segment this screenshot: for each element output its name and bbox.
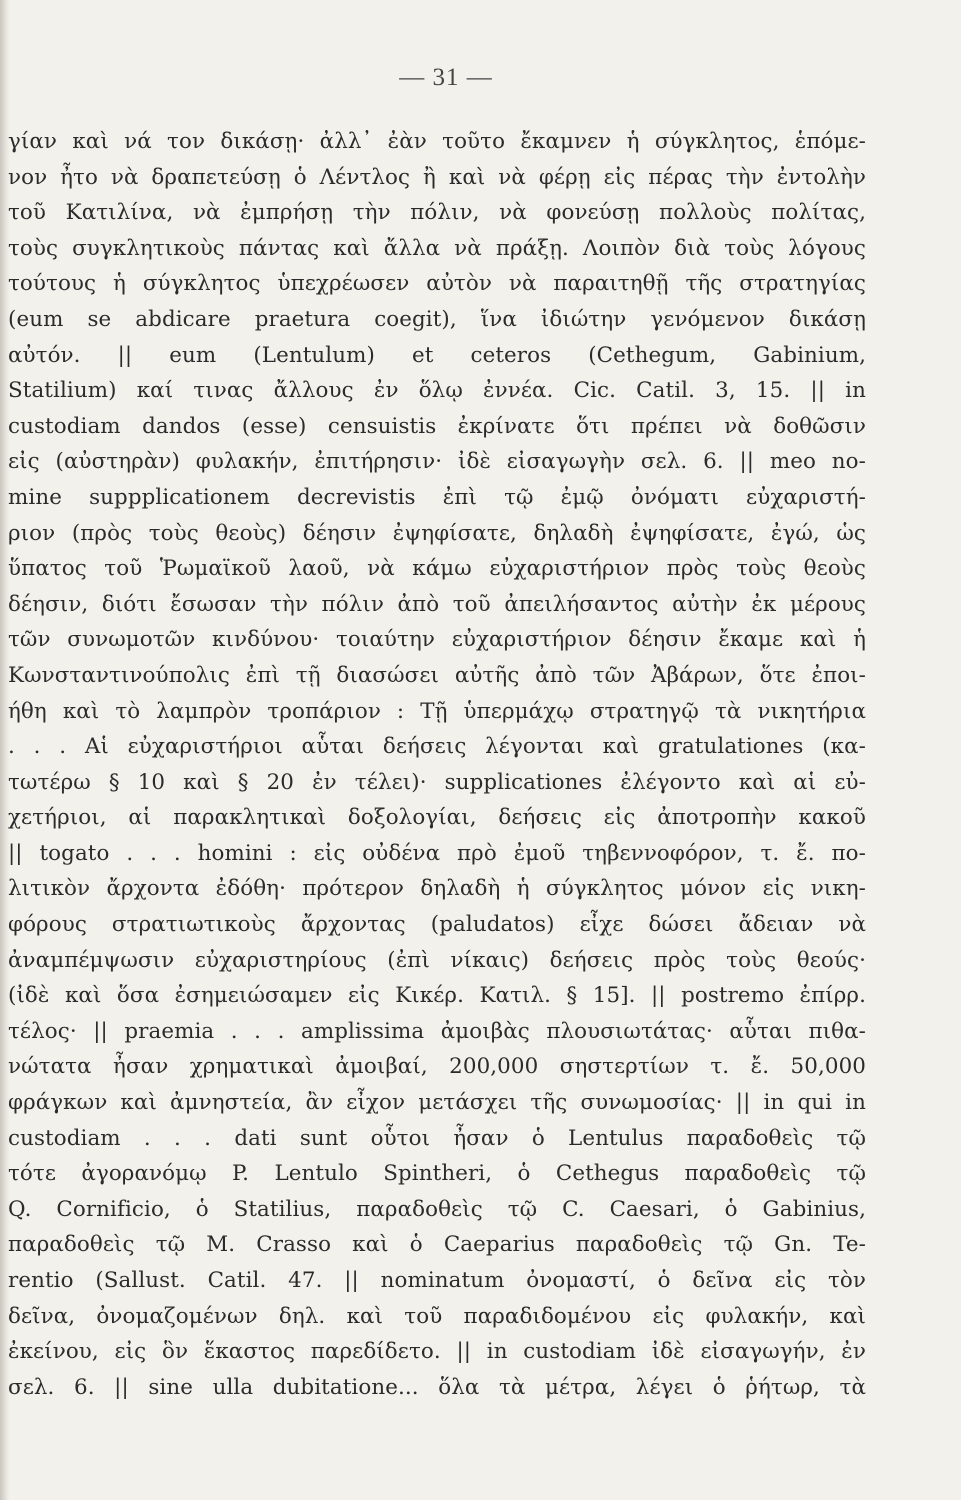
text-line: τότε ἀγορανόμῳ P. Lentulo Spintheri, ὁ Cethegus παραδοθεὶς τῷ [8,1161,866,1187]
text-line: σελ. 6. || sine ulla dubitatione... ὅλα τὰ μέτρα, λέγει ὁ ῥήτωρ, τὰ [8,1374,866,1400]
text-line: rentio (Sallust. Catil. 47. || nominatum ὀνομαστί, ὁ δεῖνα εἰς τὸν [8,1268,866,1293]
text-line: γίαν καὶ νά τον δικάσῃ· ἀλλ᾽ ἐὰν τοῦτο ἔκαμνεν ἡ σύγκλητος, ἑπόμε- [8,129,866,154]
text-line: αὐτόν. || eum (Lentulum) et ceteros (Cethegum, Gabinium, [8,342,866,368]
text-line: παραδοθεὶς τῷ M. Crasso καὶ ὁ Caeparius παραδοθεὶς τῷ Gn. Te- [8,1232,866,1258]
text-line: τωτέρω § 10 καὶ § 20 ἐν τέλει)· supplicationes ἐλέγοντο καὶ αἱ εὐ- [8,769,866,795]
text-line: λιτικὸν ἄρχοντα ἐδόθη· πρότερον δηλαδὴ ἡ σύγκλητος μόνον εἰς νικη- [8,876,866,902]
text-line: νώτατα ἦσαν χρηματικαὶ ἀμοιβαί, 200,000 σηστερτίων τ. ἔ. 50,000 [8,1054,866,1080]
text-line: || togato . . . homini : εἰς οὐδένα πρὸ ἐμοῦ τηβεννοφόρον, τ. ἔ. πο- [8,840,866,866]
text-line: φράγκων καὶ ἀμνηστεία, ἂν εἶχον μετάσχει τῆς συνωμοσίας· || in qui in [8,1090,866,1116]
text-line: mine suppplicationem decrevistis ἐπὶ τῷ ἐμῷ ὀνόματι εὐχαριστή- [8,484,866,510]
text-line: Q. Cornificio, ὁ Statilius, παραδοθεὶς τῷ C. Caesari, ὁ Gabinius, [8,1196,866,1222]
text-line: ἀναμπέμψωσιν εὐχαριστηρίους (ἐπὶ νίκαις) δεήσεις πρὸς τοὺς θεούς· [8,947,866,973]
text-line: χετήριοι, αἱ παρακλητικαὶ δοξολογίαι, δεήσεις εἰς ἀποτροπὴν κακοῦ [8,805,866,831]
text-line: ἐκείνου, εἰς ὃν ἕκαστος παρεδίδετο. || in custodiam ἰδὲ εἰσαγωγήν, ἐν [8,1339,866,1365]
text-line: custodiam dandos (esse) censuistis ἐκρίνατε ὅτι πρέπει νὰ δοθῶσιν [8,413,866,439]
text-line: Statilium) καί τινας ἄλλους ἐν ὅλῳ ἐννέα. Cic. Catil. 3, 15. || in [8,378,866,404]
text-line: Κωνσταντινούπολις ἐπὶ τῇ διασώσει αὐτῆς ἀπὸ τῶν Ἀβάρων, ὅτε ἐποι- [8,662,866,688]
text-line: τοῦ Κατιλίνα, νὰ ἐμπρήσῃ τὴν πόλιν, νὰ φονεύσῃ πολλοὺς πολίτας, [8,200,866,226]
text-line: . . . Αἱ εὐχαριστήριοι αὗται δεήσεις λέγονται καὶ gratulationes (κα- [8,734,866,760]
text-line: (eum se abdicare praetura coegit), ἵνα ἰδιώτην γενόμενον δικάσῃ [8,306,866,332]
text-line: δεῖνα, ὀνομαζομένων δηλ. καὶ τοῦ παραδιδομένου εἰς φυλακήν, καὶ [8,1303,866,1329]
text-line: δέησιν, διότι ἔσωσαν τὴν πόλιν ἀπὸ τοῦ ἀπειλήσαντος αὐτὴν ἐκ μέρους [8,591,866,617]
text-line: ὕπατος τοῦ Ῥωμαϊκοῦ λαοῦ, νὰ κάμω εὐχαριστήριον πρὸς τοὺς θεοὺς [8,556,866,582]
text-line: τέλος· || praemia . . . amplissima ἀμοιβὰς πλουσιωτάτας· αὗται πιθα- [8,1018,866,1044]
text-line: εἰς (αὐστηρὰν) φυλακήν, ἐπιτήρησιν· ἰδὲ εἰσαγωγὴν σελ. 6. || meo no- [8,449,866,475]
text-line: τοὺς συγκλητικοὺς πάντας καὶ ἄλλα νὰ πράξῃ. Λοιπὸν διὰ τοὺς λόγους [8,235,866,261]
page-number: — 31 — [399,64,493,91]
text-line: (ἰδὲ καὶ ὅσα ἐσημειώσαμεν εἰς Κικέρ. Κατιλ. § 15]. || postremo ἐπίρρ. [8,983,866,1009]
text-line: τῶν συνωμοτῶν κινδύνου· τοιαύτην εὐχαριστήριον δέησιν ἔκαμε καὶ ἡ [8,627,866,653]
text-line: custodiam . . . dati sunt οὗτοι ἦσαν ὁ Lentulus παραδοθεὶς τῷ [8,1125,866,1151]
text-line: τούτους ἡ σύγκλητος ὑπεχρέωσεν αὐτὸν νὰ παραιτηθῇ τῆς στρατηγίας [8,271,866,297]
body-text [8,124,866,1405]
text-line: νον ἦτο νὰ δραπετεύσῃ ὁ Λέντλος ἢ καὶ νὰ φέρῃ εἰς πέρας τὴν ἐντολὴν [8,164,866,190]
text-line: φόρους στρατιωτικοὺς ἄρχοντας (paludatos) εἶχε δώσει ἄδειαν νὰ [8,912,866,938]
text-line: ήθη καὶ τὸ λαμπρὸν τροπάριον : Τῇ ὑπερμάχῳ στρατηγῷ τὰ νικητήρια [8,698,866,724]
text-line: ριον (πρὸς τοὺς θεοὺς) δέησιν ἐψηφίσατε, δηλαδὴ ἐψηφίσατε, ἐγώ, ὡς [8,520,866,546]
